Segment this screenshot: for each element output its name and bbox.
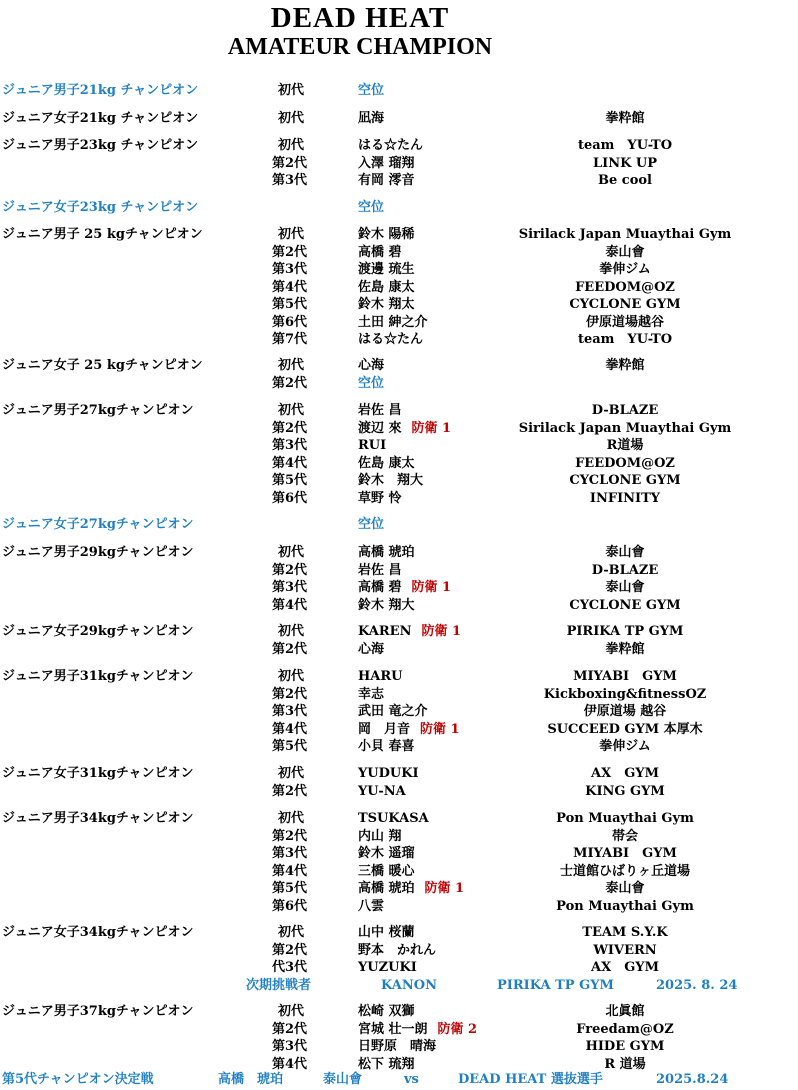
champion-name-cell <box>358 332 423 348</box>
champion-name: 日野原 晴海 <box>358 1039 437 1054</box>
generation-label: 初代 <box>278 358 305 373</box>
champion-name-cell <box>358 766 419 782</box>
champion-name: 八雲 <box>358 898 385 914</box>
gym-name: CYCLONE GYM <box>569 297 681 312</box>
generation-label: 第2代 <box>272 562 308 578</box>
champion-name-cell <box>358 83 384 99</box>
champion-name: 岩佐 昌 <box>358 562 402 578</box>
challenger-label: 次期挑戦者 <box>246 977 312 993</box>
champion-name: 野本 かれん <box>358 942 437 958</box>
gym-name: 拳伸ジム <box>599 739 651 754</box>
section-title: ジュニア女子34kgチャンピオン <box>2 925 194 940</box>
gym-name: 伊原道場 越谷 <box>583 704 667 719</box>
generation-label: 第4代 <box>272 455 308 471</box>
champion-name-cell <box>358 811 429 827</box>
gym-name: MIYABI GYM <box>573 669 677 684</box>
gym-name: 士道館ひばりヶ丘道場 <box>559 863 690 879</box>
challenger-gym: PIRIKA TP GYM <box>497 977 614 993</box>
challenger-name: KANON <box>381 977 437 993</box>
gym-name: 拳粋館 <box>605 111 645 126</box>
champion-name-cell <box>358 245 402 261</box>
champion-name: 空位 <box>358 375 385 391</box>
gym-name: R道場 <box>606 438 644 453</box>
champion-name-cell <box>358 642 384 658</box>
section-title: ジュニア女子21kg チャンピオン <box>2 111 199 126</box>
champion-name-cell <box>358 376 384 392</box>
footer-date: 2025.8.24 <box>656 1072 729 1087</box>
gym-name: 泰山會 <box>605 580 645 595</box>
generation-label: 第7代 <box>272 332 308 347</box>
champion-name: 内山 翔 <box>358 828 402 844</box>
champion-name: 小貝 春喜 <box>358 739 415 754</box>
generation-label: 第5代 <box>272 881 308 896</box>
champion-name-cell <box>358 580 451 596</box>
champion-name: YU-NA <box>358 783 406 799</box>
champion-name-cell <box>358 722 460 738</box>
gym-name: team YU-TO <box>577 332 673 347</box>
champion-name-cell <box>358 1057 415 1073</box>
section-title: ジュニア男子21kg チャンピオン <box>2 83 199 98</box>
champion-name-cell <box>358 491 402 507</box>
champion-name-cell <box>358 899 384 915</box>
champion-name: 渡邊 琉生 <box>358 262 415 277</box>
champion-name-cell <box>358 563 402 579</box>
champion-name: 三橋 暖心 <box>358 863 415 879</box>
gym-name: 泰山會 <box>605 545 645 560</box>
gym-name: Freedam@OZ <box>576 1021 674 1037</box>
gym-name: 泰山會 <box>605 244 645 260</box>
gym-name: FEEDOM@OZ <box>575 279 675 295</box>
champion-name: 空位 <box>358 517 385 532</box>
champion-name-cell <box>358 138 423 154</box>
champion-name: 高橋 琥珀 <box>358 881 415 896</box>
gym-name: INFINITY <box>589 490 661 506</box>
section-title: ジュニア男子27kgチャンピオン <box>2 403 194 418</box>
champion-name: はる☆たん <box>358 138 424 153</box>
generation-label: 第2代 <box>272 828 308 844</box>
champion-name-cell <box>358 227 415 243</box>
champion-name: 松下 琉翔 <box>358 1056 415 1072</box>
section-title: ジュニア男子29kgチャンピオン <box>2 545 194 560</box>
generation-label: 第5代 <box>272 297 308 312</box>
generation-label: 代3代 <box>272 960 308 975</box>
section-title: ジュニア男子31kgチャンピオン <box>2 669 194 684</box>
champion-name: 佐島 康太 <box>358 455 415 471</box>
gym-name: FEEDOM@OZ <box>575 455 675 471</box>
gym-name: CYCLONE GYM <box>569 597 681 613</box>
champion-name: 高橋 琥珀 <box>358 545 415 560</box>
champion-name-cell <box>358 358 384 374</box>
generation-label: 第4代 <box>272 721 308 737</box>
defense-count: 防衛 1 <box>411 420 452 436</box>
gym-name: MIYABI GYM <box>573 846 677 861</box>
defense-count: 防衛 1 <box>411 580 452 595</box>
champion-name: 渡辺 來 <box>358 420 402 436</box>
generation-label: 第2代 <box>272 942 308 958</box>
champion-name-cell <box>358 403 402 419</box>
champion-name-cell <box>358 156 415 172</box>
gym-name: CYCLONE GYM <box>569 473 681 488</box>
champion-name: 心海 <box>358 641 385 657</box>
gym-name: SUCCEED GYM 本厚木 <box>547 721 703 737</box>
section-title: ジュニア女子 25 kgチャンピオン <box>2 358 203 373</box>
generation-label: 第3代 <box>272 262 308 277</box>
gym-name: 拳粋館 <box>605 641 645 657</box>
champion-name-cell <box>358 925 415 941</box>
champion-name-cell <box>358 545 415 561</box>
champion-name: はる☆たん <box>358 332 424 347</box>
footer-opponent: DEAD HEAT 選抜選手 <box>458 1072 603 1087</box>
champion-name-cell <box>358 262 415 278</box>
section-title: ジュニア女子31kgチャンピオン <box>2 766 194 781</box>
generation-label: 初代 <box>278 1004 305 1019</box>
champion-name-cell <box>358 864 415 880</box>
gym-name: WIVERN <box>593 942 657 958</box>
champion-name: 武田 竜之介 <box>358 704 428 719</box>
gym-name: 伊原道場越谷 <box>585 314 664 330</box>
gym-name: LINK UP <box>592 155 658 171</box>
section-title: ジュニア女子29kgチャンピオン <box>2 624 194 639</box>
generation-label: 初代 <box>278 669 305 684</box>
champion-name-cell <box>358 739 415 755</box>
champion-name: 鈴木 翔太 <box>358 297 415 312</box>
generation-label: 第2代 <box>272 420 308 436</box>
generation-label: 初代 <box>278 83 305 98</box>
gym-name: PIRIKA TP GYM <box>566 624 684 639</box>
champion-name-cell <box>358 297 415 313</box>
gym-name: AX GYM <box>591 960 659 975</box>
champion-name: 草野 怜 <box>358 490 402 506</box>
champion-name: 岩佐 昌 <box>358 403 402 418</box>
champion-name-cell <box>358 200 384 216</box>
champion-name-cell <box>358 315 428 331</box>
champion-name: 高橋 碧 <box>358 580 402 595</box>
generation-label: 第5代 <box>272 473 308 488</box>
generation-label: 第2代 <box>272 375 308 391</box>
generation-label: 第3代 <box>272 580 308 595</box>
gym-name: 泰山會 <box>605 881 645 896</box>
champion-name: 宮城 壮一朗 <box>358 1021 428 1037</box>
champion-name-cell <box>358 1039 436 1055</box>
page-title: DEAD HEAT <box>270 2 450 34</box>
champion-name-cell <box>358 456 415 472</box>
champion-name: 入澤 瑠翔 <box>358 155 415 171</box>
gym-name: Pon Muaythai Gym <box>556 811 694 826</box>
gym-name: TEAM S.Y.K <box>582 925 668 940</box>
section-title: ジュニア男子23kg チャンピオン <box>2 138 199 153</box>
champion-name-cell <box>358 1022 477 1038</box>
gym-name: D-BLAZE <box>591 562 659 578</box>
generation-label: 第3代 <box>272 173 308 188</box>
section-title: ジュニア男子37kgチャンピオン <box>2 1004 194 1019</box>
champion-name-cell <box>358 517 384 533</box>
generation-label: 第6代 <box>272 898 308 914</box>
generation-label: 初代 <box>278 624 305 639</box>
champion-name: YUDUKI <box>358 766 419 781</box>
gym-name: HIDE GYM <box>585 1039 665 1054</box>
champion-name-cell <box>358 687 384 703</box>
champion-name: KAREN <box>358 624 412 639</box>
champion-name-cell <box>358 960 417 976</box>
footer-label: 第5代チャンピオン決定戦 <box>2 1072 154 1087</box>
champion-name: 空位 <box>358 83 385 98</box>
defense-count: 防衛 1 <box>420 721 460 737</box>
champion-name: 心海 <box>358 358 385 373</box>
champion-name: 岡 月音 <box>358 721 411 737</box>
champion-name-cell <box>358 173 415 189</box>
champion-name: 空位 <box>358 200 385 215</box>
champion-name: 山中 桜蘭 <box>358 925 415 940</box>
generation-label: 第5代 <box>272 739 308 754</box>
gym-name: Pon Muaythai Gym <box>556 898 694 914</box>
generation-label: 第3代 <box>272 1039 308 1054</box>
generation-label: 初代 <box>278 403 305 418</box>
generation-label: 初代 <box>278 925 305 940</box>
generation-label: 第3代 <box>272 704 308 719</box>
champion-name: 鈴木 翔大 <box>358 597 415 613</box>
defense-count: 防衛 1 <box>421 624 462 639</box>
section-title: ジュニア女子23kg チャンピオン <box>2 200 199 215</box>
gym-name: KING GYM <box>585 783 665 799</box>
gym-name: 北眞館 <box>605 1004 645 1019</box>
champion-name: 土田 紳之介 <box>358 314 428 330</box>
challenger-date: 2025. 8. 24 <box>656 977 738 993</box>
generation-label: 初代 <box>278 227 305 242</box>
champion-name: HARU <box>358 669 403 684</box>
champion-name-cell <box>358 943 436 959</box>
generation-label: 第2代 <box>272 686 308 702</box>
generation-label: 第6代 <box>272 490 308 506</box>
generation-label: 第2代 <box>272 783 308 799</box>
gym-name: 帯会 <box>611 828 638 844</box>
section-title: ジュニア男子 25 kgチャンピオン <box>2 227 203 242</box>
generation-label: 第3代 <box>272 438 308 453</box>
section-title: ジュニア女子27kgチャンピオン <box>2 517 194 532</box>
champion-name: 幸志 <box>358 686 385 702</box>
champion-name-cell <box>358 438 386 454</box>
champion-name: 凪海 <box>358 111 385 126</box>
champion-name: 鈴木 翔大 <box>358 473 424 488</box>
champion-name-cell <box>358 280 415 296</box>
gym-name: 拳伸ジム <box>599 262 651 277</box>
section-title: ジュニア男子34kgチャンピオン <box>2 811 194 826</box>
champion-name: 佐島 康太 <box>358 279 415 295</box>
generation-label: 第3代 <box>272 846 308 861</box>
defense-count: 防衛 1 <box>424 881 465 896</box>
gym-name: 拳粋館 <box>605 358 645 373</box>
footer-vs: vs <box>404 1072 419 1087</box>
generation-label: 第4代 <box>272 279 308 295</box>
generation-label: 初代 <box>278 111 305 126</box>
champion-name-cell <box>358 598 415 614</box>
generation-label: 第4代 <box>272 863 308 879</box>
champion-name-cell <box>358 846 415 862</box>
gym-name: R 道場 <box>604 1056 646 1072</box>
champion-name: 鈴木 陽稀 <box>358 227 415 242</box>
footer-fighter-gym: 泰山會 <box>323 1072 363 1087</box>
champion-name: 有岡 澪音 <box>358 173 415 188</box>
footer-fighter: 高橋 琥珀 <box>218 1072 284 1087</box>
gym-name: Kickboxing&fitnessOZ <box>543 686 707 702</box>
generation-label: 初代 <box>278 766 305 781</box>
generation-label: 第2代 <box>272 244 308 260</box>
generation-label: 第2代 <box>272 155 308 171</box>
generation-label: 第6代 <box>272 314 308 330</box>
champion-name-cell <box>358 704 428 720</box>
gym-name: Be cool <box>598 173 652 188</box>
champion-name-cell <box>358 473 423 489</box>
champion-name-cell <box>358 669 403 685</box>
generation-label: 第2代 <box>272 641 308 657</box>
champion-name: TSUKASA <box>358 811 429 826</box>
gym-name: AX GYM <box>591 766 659 781</box>
champion-name-cell <box>358 784 406 800</box>
champion-name-cell <box>358 624 461 640</box>
gym-name: Sirilack Japan Muaythai Gym <box>518 420 732 436</box>
champion-name: 高橋 碧 <box>358 244 402 260</box>
gym-name: team YU-TO <box>577 138 673 153</box>
champion-name-cell <box>358 1004 415 1020</box>
generation-label: 初代 <box>278 811 305 826</box>
generation-label: 初代 <box>278 545 305 560</box>
gym-name: D-BLAZE <box>591 403 659 418</box>
champion-name-cell <box>358 881 464 897</box>
champion-name: RUI <box>358 438 387 453</box>
defense-count: 防衛 2 <box>437 1021 478 1037</box>
champion-name-cell <box>358 111 384 127</box>
champion-name-cell <box>358 829 402 845</box>
champion-name: 松崎 双獅 <box>358 1004 415 1019</box>
champion-name: YUZUKI <box>358 960 417 975</box>
gym-name: Sirilack Japan Muaythai Gym <box>518 227 732 242</box>
generation-label: 第4代 <box>272 597 308 613</box>
page-subtitle: AMATEUR CHAMPION <box>227 34 493 60</box>
champion-name: 鈴木 遥瑠 <box>358 846 415 861</box>
generation-label: 第4代 <box>272 1056 308 1072</box>
generation-label: 初代 <box>278 138 305 153</box>
champion-name-cell <box>358 421 451 437</box>
generation-label: 第2代 <box>272 1021 308 1037</box>
